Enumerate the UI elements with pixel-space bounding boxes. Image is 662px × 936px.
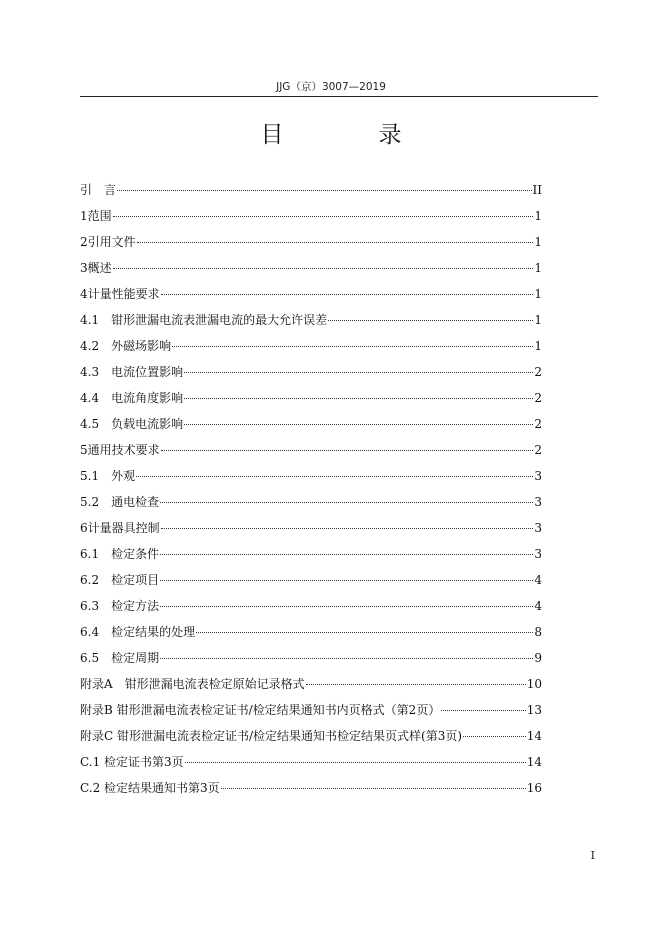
toc-entry-label: 附录C 钳形泄漏电流表检定证书/检定结果通知书检定结果页式样(第3页): [80, 729, 463, 743]
toc-leader-dots: [441, 710, 525, 711]
toc-entry-page: 2: [534, 417, 542, 431]
toc-entry-page: 3: [534, 521, 542, 535]
toc-entry[interactable]: [80, 415, 542, 441]
toc-entry-page: 1: [534, 235, 542, 249]
toc-entry[interactable]: [80, 675, 542, 701]
toc-leader-dots: [196, 632, 533, 633]
toc-entry[interactable]: [80, 389, 542, 415]
toc-entry-label: 2引用文件: [80, 235, 136, 249]
page-number: I: [590, 849, 595, 862]
toc-leader-dots: [161, 450, 534, 451]
toc-entry-page: 14: [526, 729, 542, 743]
toc-leader-dots: [161, 294, 534, 295]
toc-entry-label: 5通用技术要求: [80, 443, 160, 457]
toc-entry[interactable]: [80, 311, 542, 337]
toc-entry-label: 附录B 钳形泄漏电流表检定证书/检定结果通知书内页格式（第2页）: [80, 703, 441, 717]
toc-entry-page: 13: [526, 703, 542, 717]
toc-entry-label: 5.2 通电检查: [80, 495, 160, 509]
toc-leader-dots: [160, 502, 533, 503]
toc-entry-page: 3: [534, 547, 542, 561]
toc-leader-dots: [184, 424, 533, 425]
toc-entry[interactable]: [80, 441, 542, 467]
toc-leader-dots: [117, 190, 532, 191]
table-of-contents: [80, 181, 542, 805]
toc-entry-page: 2: [534, 365, 542, 379]
toc-entry[interactable]: [80, 181, 542, 207]
toc-entry[interactable]: [80, 363, 542, 389]
toc-entry-label: 6.3 检定方法: [80, 599, 160, 613]
toc-entry[interactable]: [80, 233, 542, 259]
toc-entry[interactable]: [80, 701, 542, 727]
toc-entry-label: C.1 检定证书第3页: [80, 755, 184, 769]
toc-leader-dots: [184, 372, 533, 373]
toc-entry[interactable]: [80, 649, 542, 675]
toc-entry[interactable]: [80, 467, 542, 493]
toc-entry[interactable]: [80, 259, 542, 285]
toc-entry-label: 4.1 钳形泄漏电流表泄漏电流的最大允许误差: [80, 313, 328, 327]
toc-leader-dots: [113, 216, 534, 217]
toc-entry-page: 3: [534, 495, 542, 509]
toc-entry-page: 1: [534, 287, 542, 301]
toc-entry-label: 6计量器具控制: [80, 521, 160, 535]
toc-entry-label: 4.3 电流位置影响: [80, 365, 184, 379]
toc-leader-dots: [184, 398, 533, 399]
toc-entry-label: 5.1 外观: [80, 469, 136, 483]
toc-entry-label: 4.4 电流角度影响: [80, 391, 184, 405]
toc-leader-dots: [113, 268, 534, 269]
toc-entry-page: 16: [526, 781, 542, 795]
toc-leader-dots: [328, 320, 533, 321]
toc-entry-page: 10: [526, 677, 542, 691]
toc-entry-page: 4: [534, 573, 542, 587]
toc-entry-page: 9: [534, 651, 542, 665]
toc-entry-page: 1: [534, 209, 542, 223]
toc-leader-dots: [136, 476, 533, 477]
toc-leader-dots: [172, 346, 533, 347]
toc-entry[interactable]: [80, 753, 542, 779]
standard-code-header: JJG（京）3007—2019: [276, 81, 386, 93]
toc-entry-page: 1: [534, 339, 542, 353]
toc-entry-page: 1: [534, 313, 542, 327]
toc-leader-dots: [160, 658, 533, 659]
toc-entry-label: 4.2 外磁场影响: [80, 339, 172, 353]
toc-leader-dots: [185, 762, 526, 763]
toc-entry[interactable]: [80, 597, 542, 623]
toc-entry-page: II: [532, 183, 542, 197]
toc-entry-label: 6.4 检定结果的处理: [80, 625, 196, 639]
toc-entry[interactable]: [80, 571, 542, 597]
toc-entry-page: 3: [534, 469, 542, 483]
toc-entry-page: 1: [534, 261, 542, 275]
toc-entry-label: 4.5 负载电流影响: [80, 417, 184, 431]
toc-leader-dots: [137, 242, 534, 243]
toc-entry-label: 1范围: [80, 209, 112, 223]
toc-entry[interactable]: [80, 623, 542, 649]
toc-entry-page: 2: [534, 391, 542, 405]
toc-leader-dots: [161, 528, 534, 529]
toc-entry-label: 6.1 检定条件: [80, 547, 160, 561]
toc-entry-label: 3概述: [80, 261, 112, 275]
toc-entry[interactable]: [80, 207, 542, 233]
toc-title: 目 录: [260, 122, 438, 148]
toc-leader-dots: [221, 788, 526, 789]
header-rule: [80, 96, 598, 97]
toc-entry[interactable]: [80, 285, 542, 311]
toc-entry[interactable]: [80, 337, 542, 363]
toc-entry-page: 4: [534, 599, 542, 613]
toc-entry-page: 2: [534, 443, 542, 457]
toc-entry-label: 4计量性能要求: [80, 287, 160, 301]
toc-entry-page: 14: [526, 755, 542, 769]
toc-leader-dots: [160, 606, 533, 607]
toc-entry-label: C.2 检定结果通知书第3页: [80, 781, 220, 795]
toc-entry-page: 8: [534, 625, 542, 639]
toc-entry-label: 附录A 钳形泄漏电流表检定原始记录格式: [80, 677, 305, 691]
toc-entry-label: 引 言: [80, 183, 117, 197]
toc-entry[interactable]: [80, 493, 542, 519]
toc-leader-dots: [160, 580, 533, 581]
toc-leader-dots: [160, 554, 533, 555]
toc-leader-dots: [463, 736, 526, 737]
toc-entry[interactable]: [80, 727, 542, 753]
toc-entry-label: 6.2 检定项目: [80, 573, 160, 587]
toc-entry-label: 6.5 检定周期: [80, 651, 160, 665]
toc-entry[interactable]: [80, 519, 542, 545]
toc-leader-dots: [306, 684, 526, 685]
toc-entry[interactable]: [80, 545, 542, 571]
toc-entry[interactable]: [80, 779, 542, 805]
